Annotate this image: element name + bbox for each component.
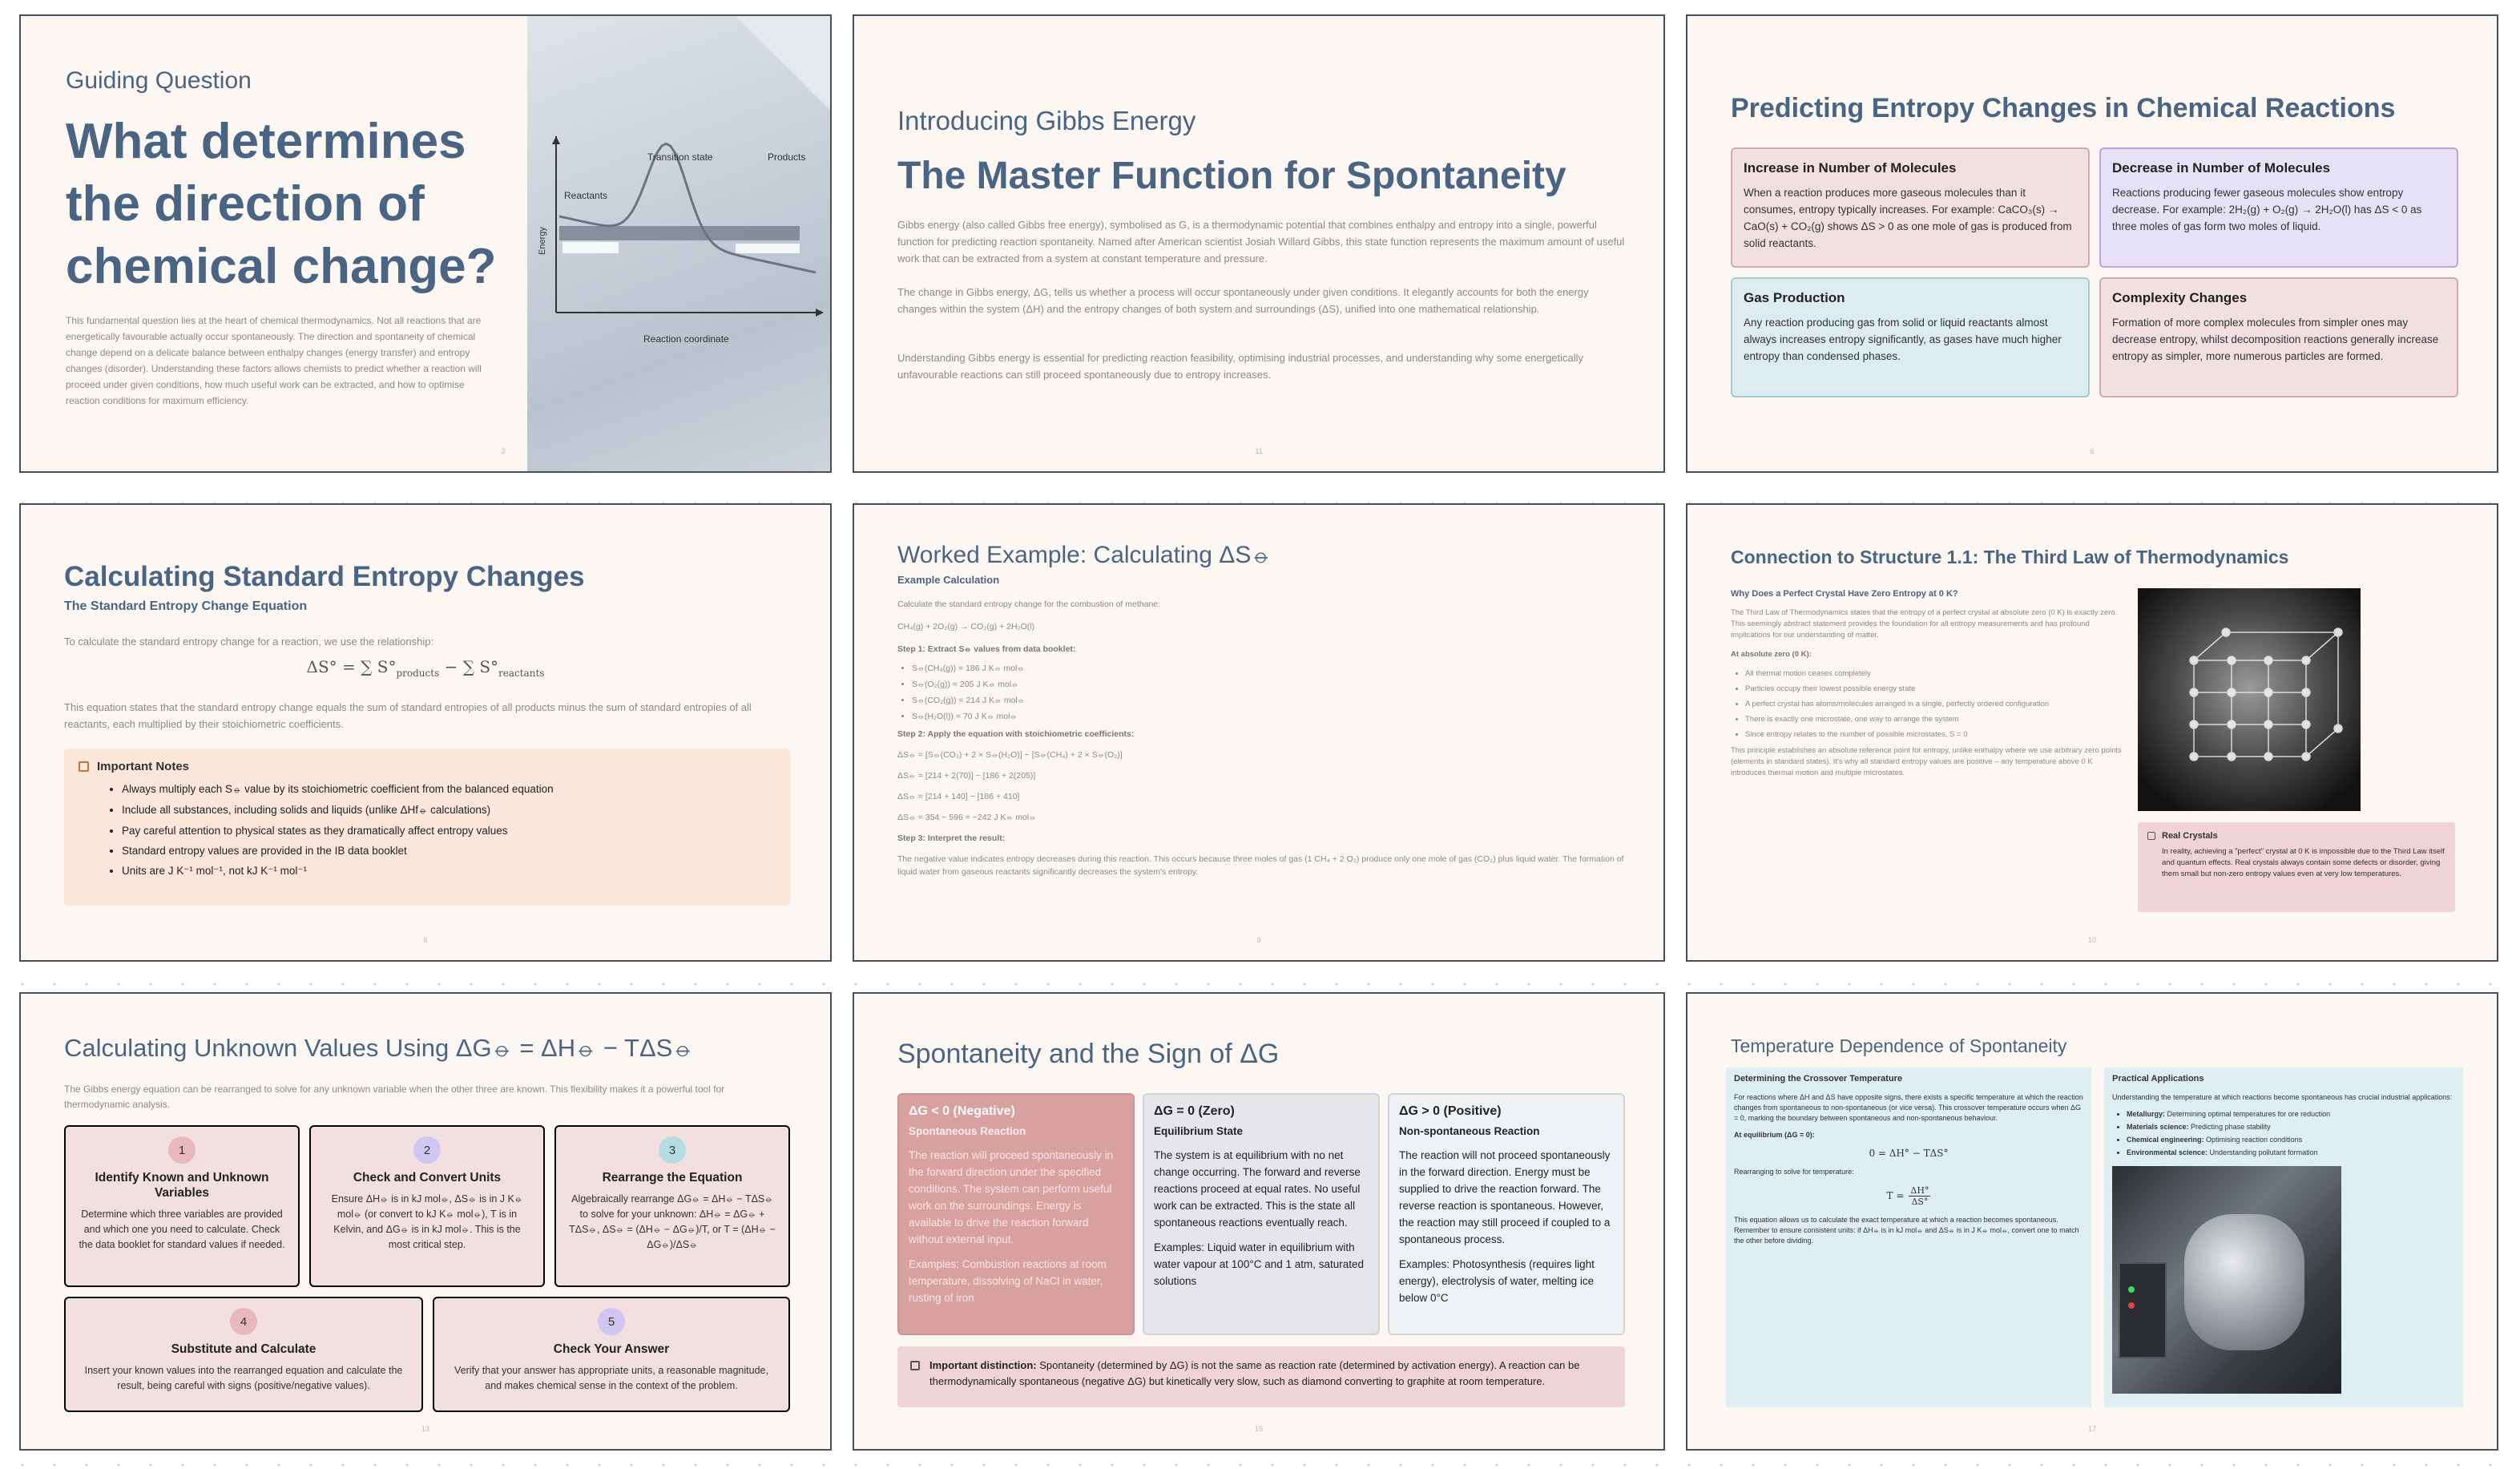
list-item: • A perfect crystal has atoms/molecules arranged in a single, perfectly ordered configuration	[1745, 699, 2123, 710]
list-item: • Pay careful attention to physical states as they dramatically affect entropy values	[122, 825, 776, 837]
example-step-1: Step 1: Extract S⦵ values from data booklet:	[897, 644, 1076, 654]
equation-part: ΔS° = ∑ S°	[306, 657, 397, 676]
app-text: Optimising reaction conditions	[2203, 1136, 2303, 1144]
app-label: Environmental science:	[2127, 1148, 2208, 1156]
column-subtitle: Equilibrium State	[1154, 1125, 1244, 1137]
equilibrium-label: At equilibrium (ΔG = 0):	[1734, 1131, 1815, 1139]
step-title: Rearrange the Equation	[602, 1171, 743, 1184]
slide-number: 17	[2087, 1425, 2096, 1433]
slide-thumbnail-17[interactable]	[1686, 992, 2498, 1451]
slide-title: Spontaneity and the Sign of ΔG	[897, 1039, 1280, 1069]
step-text: Determine which three variables are provided and which one you need to calculate. Check the data booklet for standard values if needed.	[79, 1209, 285, 1250]
slide-thumbnail-6[interactable]	[1686, 14, 2498, 473]
card-title: Gas Production	[1744, 290, 1845, 305]
important-notes-box	[64, 749, 790, 906]
step-card-2	[309, 1125, 545, 1287]
list-item: • S⦵(O₂(g)) = 205 J K⦵ mol⦵	[912, 678, 1627, 691]
annotation-products: Products	[768, 151, 806, 163]
column-examples: Examples: Combustion reactions at room temperature, dissolving of NaCl in water, rusting of iron	[909, 1258, 1107, 1304]
slide-body: This fundamental question lies at the heart of chemical thermodynamics. Not all reactions that are energetically favourable actually occur spontaneously. The direction and spontaneity of chemical change depend on a delicate balance between enthalpy changes (energy transfer) and entropy changes (disorder). Understanding these factors allows chemists to predict whether a reaction will proceed under given conditions, how much useful work can be extracted, and how to optimise reaction conditions for maximum efficiency.	[66, 315, 482, 406]
step-card-1	[64, 1125, 300, 1287]
equation-denominator: ΔS°	[1911, 1197, 1929, 1207]
calc-line: ΔS⦵ = [S⦵(CO₂) + 2 × S⦵(H₂O)] − [S⦵(CH₄) + 2 × S⦵(O₂)]	[897, 750, 1123, 760]
note-icon	[79, 761, 89, 772]
list-item: • S⦵(CO₂(g)) = 214 J K⦵ mol⦵	[912, 694, 1627, 707]
column-title: ΔG > 0 (Positive)	[1399, 1104, 1502, 1118]
slide-thumbnail-9[interactable]	[853, 503, 1665, 962]
step-number: 2	[413, 1136, 441, 1164]
slide-thumbnail-11[interactable]	[853, 14, 1665, 473]
equation-lhs: T =	[1886, 1190, 1905, 1201]
column-positive	[1388, 1093, 1625, 1335]
slide-number: 13	[421, 1425, 429, 1433]
note-text: Spontaneity (determined by ΔG) is not the same as reaction rate (determined by activation energy). A reaction can be thermodynamically spontaneous (negative ΔG) but kinetically very slow, such as diamond converting to graphite at room temperature.	[929, 1359, 1580, 1387]
step-title: Substitute and Calculate	[171, 1342, 317, 1356]
step-title: Check and Convert Units	[353, 1171, 502, 1184]
card-gas-production	[1731, 277, 2090, 398]
step-card-5	[433, 1297, 790, 1412]
list-item: • Units are J K⁻¹ mol⁻¹, not kJ K⁻¹ mol⁻¹	[122, 865, 776, 878]
column-examples: Examples: Photosynthesis (requires light energy), electrolysis of water, melting ice below 0°C	[1399, 1258, 1595, 1304]
equation-1: 0 = ΔH° − TΔS°	[1869, 1148, 1949, 1159]
slide-paragraph-2: The change in Gibbs energy, ΔG, tells us whether a process will occur spontaneously under given conditions. It elegantly accounts for both the energy changes within the system (ΔH) and the entropy changes of both system and surroundings (ΔS), unified into one mathematical relationship.	[897, 286, 1589, 315]
example-line: CH₄(g) + 2O₂(g) → CO₂(g) + 2H₂O(l)	[897, 622, 1035, 632]
slide-intro: The Gibbs energy equation can be rearranged to solve for any unknown variable when the other three are known. This flexibility makes it a powerful tool for thermodynamic analysis.	[64, 1084, 725, 1110]
list-item: • Standard entropy values are provided in the IB data booklet	[122, 845, 776, 857]
slide-number: 6	[2090, 447, 2095, 455]
calc-line: ΔS⦵ = 354 − 596 = −242 J K⦵ mol⦵	[897, 813, 1037, 822]
slide-title: Connection to Structure 1.1: The Third Law of Thermodynamics	[1731, 547, 2289, 567]
equation-part: − ∑ S°	[439, 657, 499, 676]
slide-title: The Master Function for Spontaneity	[897, 155, 1566, 197]
annotation-transition-state: Transition state	[647, 151, 713, 163]
slide-paragraph-3: Understanding Gibbs energy is essential for predicting reaction feasibility, optimising industrial processes, and understanding why some energetically unfavourable reactions can still proceed spontaneously due to entropy increases.	[897, 352, 1584, 381]
column-text: The system is at equilibrium with no net change occurring. The forward and reverse reactions proceed at equal rates. No useful work can be extracted. This is the state all spontaneous reactions eventually reach.	[1154, 1149, 1361, 1229]
list-item: • S⦵(H₂O(l)) = 70 J K⦵ mol⦵	[912, 710, 1627, 723]
column-text: The reaction will not proceed spontaneously in the forward direction. Energy must be supplied to drive the reaction forward. The reverse reaction is spontaneous. However, the reaction may still proceed if coupled to a spontaneous process.	[1399, 1149, 1611, 1245]
slide-number: 9	[1256, 936, 1261, 944]
crystal-lattice-image	[2138, 588, 2361, 811]
slide-thumbnail-13[interactable]	[19, 992, 832, 1451]
slide-subtitle: The Standard Entropy Change Equation	[64, 599, 308, 613]
panel-title: Determining the Crossover Temperature	[1734, 1074, 1903, 1084]
panel-title: Practical Applications	[2112, 1074, 2204, 1084]
panel-paragraph: For reactions where ΔH and ΔS have opposite signs, there exists a specific temperature at which the reaction changes from spontaneous to non-spontaneous (or vice versa). This crossover temperature occurs when ΔG = 0, marking the boundary between spontaneous and non-spontaneous behaviour.	[1734, 1093, 2083, 1122]
card-text: Reactions producing fewer gaseous molecules show entropy decrease. For example: 2H₂(g) + O₂(g) → 2H₂O(l) has ΔS < 0 as three moles of gas form two moles of liquid.	[2112, 187, 2422, 232]
card-title: Complexity Changes	[2112, 290, 2248, 305]
card-complexity-changes	[2099, 277, 2458, 398]
notes-list	[79, 783, 776, 878]
column-text: The reaction will proceed spontaneously in the forward direction under the specified conditions. The system can perform useful work on the surroundings. Energy is available to drive the reaction forward without external input.	[909, 1149, 1114, 1245]
slide-number: 8	[423, 936, 428, 944]
slide-thumbnail-8[interactable]	[19, 503, 832, 962]
column-subtitle: Spontaneous Reaction	[909, 1125, 1026, 1137]
column-examples: Examples: Liquid water in equilibrium with water vapour at 100°C and 1 atm, saturated solutions	[1154, 1241, 1365, 1287]
step-number: 1	[168, 1136, 196, 1164]
slide-kicker: Guiding Question	[66, 67, 252, 94]
equation-2	[1734, 1185, 2083, 1207]
app-text: Predicting phase stability	[2188, 1123, 2271, 1131]
important-distinction-box	[897, 1346, 1625, 1407]
slide-title: Worked Example: Calculating ΔS⦵	[897, 542, 1272, 568]
notes-title: Important Notes	[97, 760, 190, 773]
box-text: In reality, achieving a "perfect" crystal at 0 K is impossible due to the Third Law itself and quantum effects. Real crystals always contain some defects or disorder, giving them small but non-zero entropy values even at very low temperatures.	[2162, 847, 2445, 878]
slide-title: Temperature Dependence of Spontaneity	[1731, 1035, 2067, 1056]
equation-numerator: ΔH°	[1910, 1185, 1929, 1196]
list-item: • Include all substances, including solids and liquids (unlike ΔHf⦵ calculations)	[122, 804, 776, 817]
card-title: Increase in Number of Molecules	[1744, 160, 1957, 176]
interpretation: The negative value indicates entropy decreases during this reaction. This occurs because three moles of gas (1 CH₄ + 2 O₂) produce only one mole of gas (CO₂) plus liquid water. The formation of liquid water from gaseous reactants significantly decreases the system's entropy.	[897, 854, 1624, 877]
industrial-reactor-image	[2112, 1166, 2341, 1394]
real-crystals-box	[2138, 822, 2455, 912]
slide-thumbnail-15[interactable]	[853, 992, 1665, 1451]
column-negative	[897, 1093, 1135, 1335]
example-step-3: Step 3: Interpret the result:	[897, 833, 1006, 843]
step-number: 5	[598, 1308, 625, 1335]
worked-example-body	[897, 598, 1627, 878]
app-label: Chemical engineering:	[2127, 1136, 2204, 1144]
list-item: • Particles occupy their lowest possible energy state	[1745, 684, 2123, 695]
step-title: Identify Known and Unknown Variables	[95, 1171, 269, 1200]
slide-subtitle: Example Calculation	[897, 574, 1000, 586]
third-law-text	[1731, 588, 2123, 779]
column-title: ΔG < 0 (Negative)	[909, 1104, 1015, 1118]
slide-paragraph-1: Gibbs energy (also called Gibbs free energy), symbolised as G, is a thermodynamic potential that combines enthalpy and entropy into a single, powerful function for predicting reaction spontaneity. Named after American scientist Josiah Willard Gibbs, this state function represents the maximum amount of useful work that can be extracted from a system at constant temperature and pressure.	[897, 219, 1625, 264]
step-text: Verify that your answer has appropriate units, a reasonable magnitude, and makes chemical sense in the context of the problem.	[454, 1365, 768, 1391]
step-card-3	[554, 1125, 790, 1287]
absolute-zero-label: At absolute zero (0 K):	[1731, 650, 1812, 659]
paragraph: The Third Law of Thermodynamics states that the entropy of a perfect crystal at absolute zero (0 K) is exactly zero. This seemingly abstract statement provides the foundation for all entropy measurements and has profound implications for our understanding of matter.	[1731, 608, 2118, 640]
box-title: Real Crystals	[2162, 831, 2218, 841]
column-subtitle: Non-spontaneous Reaction	[1399, 1125, 1540, 1137]
slide-title: Calculating Standard Entropy Changes	[64, 561, 585, 592]
app-text: Understanding pollutant formation	[2208, 1148, 2318, 1156]
slide-number: 11	[1255, 447, 1263, 455]
card-text: Any reaction producing gas from solid or liquid reactants almost always increases entropy significantly, as gases have much higher entropy than condensed phases.	[1744, 317, 2062, 362]
slide-number: 2	[502, 447, 506, 455]
card-increase-molecules	[1731, 147, 2090, 268]
list-item	[2127, 1109, 2455, 1120]
example-step-2: Step 2: Apply the equation with stoichiometric coefficients:	[897, 729, 1135, 739]
card-text: Formation of more complex molecules from simpler ones may decrease entropy, whilst decomposition reactions generally increase entropy as simpler, more numerous particles are formed.	[2112, 317, 2439, 362]
x-axis-label: Reaction coordinate	[643, 333, 729, 345]
slide-title: Predicting Entropy Changes in Chemical Reactions	[1731, 93, 2396, 123]
slide-number: 15	[1254, 1425, 1263, 1433]
app-label: Metallurgy:	[2127, 1110, 2166, 1118]
step-text: Insert your known values into the rearranged equation and calculate the result, being careful with signs (positive/negative values).	[84, 1365, 403, 1391]
column-zero	[1143, 1093, 1380, 1335]
note-bold: Important distinction:	[929, 1359, 1037, 1371]
list-item: • Since entropy relates to the number of possible microstates, S = 0	[1745, 729, 2123, 741]
slide-explanation: This equation states that the standard entropy change equals the sum of standard entropies of all products minus the sum of standard entropies of all reactants, each multiplied by their stoichiometric coefficients.	[64, 701, 752, 730]
slide-title: Calculating Unknown Values Using ΔG⦵ = ΔH⦵ − TΔS⦵	[64, 1034, 694, 1062]
absolute-zero-list	[1731, 668, 2123, 741]
list-item	[2127, 1148, 2455, 1158]
annotation-reactants: Reactants	[564, 190, 608, 201]
rearrange-label: Rearranging to solve for temperature:	[1734, 1168, 1854, 1176]
entropy-equation	[21, 657, 830, 679]
step-number: 4	[230, 1308, 257, 1335]
list-item: • Always multiply each S⦵ value by its stoichiometric coefficient from the balanced equation	[122, 783, 776, 796]
step-card-4	[64, 1297, 423, 1412]
card-title: Decrease in Number of Molecules	[2112, 160, 2331, 176]
equation-subscript: reactants	[498, 668, 545, 679]
slide-title: What determines the direction of chemical change?	[66, 114, 497, 294]
list-item: • S⦵(CH₄(g)) = 186 J K⦵ mol⦵	[912, 662, 1627, 675]
slide-number: 10	[2087, 936, 2096, 944]
slide-kicker: Introducing Gibbs Energy	[897, 106, 1196, 135]
card-text: When a reaction produces more gaseous molecules than it consumes, entropy typically increases. For example: CaCO₃(s) → CaO(s) + CO₂(g) shows ΔS > 0 as one mole of gas is produced from solid reactants.	[1744, 187, 2072, 249]
list-item	[2127, 1122, 2455, 1132]
note-icon	[2147, 832, 2155, 840]
app-label: Materials science:	[2127, 1123, 2189, 1131]
slide-intro: To calculate the standard entropy change for a reaction, we use the relationship:	[64, 636, 434, 648]
applications-list	[2112, 1109, 2455, 1158]
app-text: Determining optimal temperatures for ore reduction	[2165, 1110, 2331, 1118]
step-number: 3	[659, 1136, 686, 1164]
panel-paragraph: This equation allows us to calculate the exact temperature at which a reaction becomes spontaneous. Remember to ensure consistent units: if ΔH⦵ is in kJ mol⦵ and ΔS⦵ is in J K⦵ mol⦵, convert one to match the other before dividing.	[1734, 1216, 2079, 1245]
slide-thumbnail-10[interactable]	[1686, 503, 2498, 962]
step-text: Algebraically rearrange ΔG⦵ = ΔH⦵ − TΔS⦵ to solve for your unknown: ΔH⦵ = ΔG⦵ + TΔS⦵, ΔS⦵ = (ΔH⦵ − ΔG⦵)/T, or T = (ΔH⦵ − ΔG⦵)/ΔS⦵	[569, 1193, 776, 1250]
question-heading: Why Does a Perfect Crystal Have Zero Entropy at 0 K?	[1731, 589, 1958, 599]
card-decrease-molecules	[2099, 147, 2458, 268]
paragraph: This principle establishes an absolute reference point for entropy, unlike enthalpy where we use arbitrary zero points (elements in standard states). It's why all standard entropy values are positive – any temperature above 0 K introduces thermal motion and multiple microstates.	[1731, 746, 2122, 777]
column-title: ΔG = 0 (Zero)	[1154, 1104, 1235, 1118]
calc-line: ΔS⦵ = [214 + 140] − [186 + 410]	[897, 792, 1020, 801]
energy-diagram-image	[527, 16, 832, 471]
list-item	[2127, 1135, 2455, 1145]
panel-intro: Understanding the temperature at which reactions become spontaneous has crucial industrial applications:	[2112, 1093, 2453, 1101]
y-axis-label: Energy	[538, 227, 547, 255]
calc-line: ΔS⦵ = [214 + 2(70)] − [186 + 2(205)]	[897, 771, 1036, 781]
list-item: • All thermal motion ceases completely	[1745, 668, 2123, 680]
applications-panel	[2104, 1067, 2463, 1407]
equation-subscript: products	[396, 668, 440, 679]
step-text: Ensure ΔH⦵ is in kJ mol⦵, ΔS⦵ is in J K⦵ mol⦵ (or convert to kJ K⦵ mol⦵), T is in Kelvin, and ΔG⦵ is in kJ mol⦵. This is the most critical step.	[331, 1193, 523, 1250]
entropy-values-list	[897, 662, 1627, 723]
note-icon	[910, 1361, 920, 1370]
crossover-panel	[1726, 1067, 2091, 1407]
slide-thumbnail-2[interactable]	[19, 14, 832, 473]
list-item: • There is exactly one microstate, one way to arrange the system	[1745, 714, 2123, 725]
example-line: Calculate the standard entropy change for the combustion of methane:	[897, 599, 1161, 609]
step-title: Check Your Answer	[553, 1342, 670, 1356]
